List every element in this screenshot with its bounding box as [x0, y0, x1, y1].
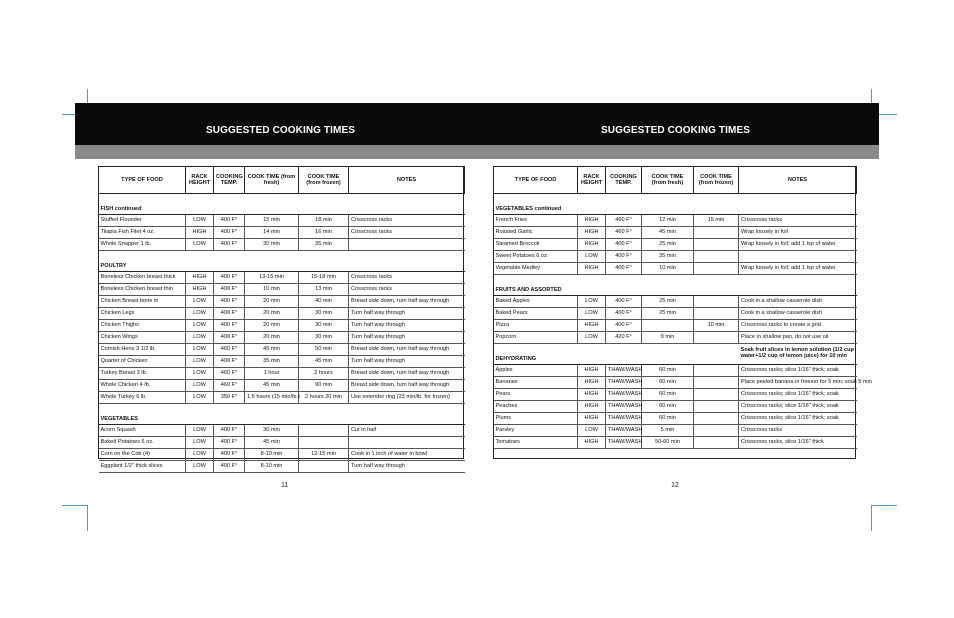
table-row — [99, 296, 465, 308]
food-name: Eggplant 1/2" thick slices — [99, 461, 186, 473]
rack-height: HIGH — [186, 284, 214, 296]
rack-height: HIGH — [578, 377, 606, 389]
cook-time-frozen: 2 hours 20 min — [299, 392, 349, 404]
notes: Turn half way through — [349, 308, 465, 320]
header-band — [75, 103, 879, 145]
cook-time-frozen — [694, 437, 739, 449]
page-title-left: SUGGESTED COOKING TIMES — [206, 125, 355, 136]
cook-time-fresh: 30 min — [245, 239, 299, 251]
cook-time-frozen: 40 min — [299, 296, 349, 308]
table-row — [494, 437, 857, 449]
section-row — [99, 194, 465, 215]
table-row — [494, 401, 857, 413]
cook-time-frozen — [299, 437, 349, 449]
cooking-temp: 400 F° — [606, 239, 642, 251]
cook-time-frozen: 50 min — [299, 344, 349, 356]
cook-time-fresh: 12 min — [642, 215, 694, 227]
section-title: FISH continued — [99, 194, 465, 215]
notes: Turn half way through — [349, 356, 465, 368]
section-row — [99, 251, 465, 272]
cook-time-fresh: 15 min — [245, 215, 299, 227]
rack-height: HIGH — [578, 215, 606, 227]
notes: Cook in a shallow casserole dish — [739, 296, 857, 308]
table-row — [494, 251, 857, 263]
cooking-temp: 400 F° — [606, 263, 642, 275]
food-name: Cornish Hens 3 1/2 lb. — [99, 344, 186, 356]
notes: Cook in 1 inch of water in bowl — [349, 449, 465, 461]
notes: Crisscross racks — [739, 215, 857, 227]
notes: Crisscross racks — [739, 425, 857, 437]
food-name: Baked Apples — [494, 296, 578, 308]
cook-time-frozen: 30 min — [299, 332, 349, 344]
cook-time-frozen: 30 min — [299, 308, 349, 320]
table-row — [494, 425, 857, 437]
notes: Turn half way through — [349, 332, 465, 344]
rack-height: LOW — [578, 308, 606, 320]
notes: Breast side down, turn half way through — [349, 344, 465, 356]
food-name: Boneless Chicken breast thin — [99, 284, 186, 296]
column-header: COOKING TEMP. — [606, 167, 642, 194]
notes: Turn half way through — [349, 320, 465, 332]
cook-time-fresh: 60 min — [642, 401, 694, 413]
column-header: COOKING TEMP. — [214, 167, 245, 194]
rack-height: LOW — [186, 449, 214, 461]
table-row — [494, 332, 857, 344]
food-name: Apples — [494, 365, 578, 377]
notes: Crisscross racks — [349, 284, 465, 296]
cooking-temp: THAW/WASH — [606, 365, 642, 377]
cook-time-frozen — [694, 413, 739, 425]
cook-time-fresh: 20 min — [245, 308, 299, 320]
table-row — [494, 308, 857, 320]
food-name: Parsley — [494, 425, 578, 437]
notes: Breast side down, turn half way through — [349, 380, 465, 392]
notes — [349, 437, 465, 449]
cook-time-fresh: 45 min — [245, 380, 299, 392]
crop-mark — [62, 505, 88, 506]
notes: Crisscross racks — [349, 227, 465, 239]
cook-time-fresh: 50-60 min — [642, 437, 694, 449]
page-number-left: 11 — [281, 482, 289, 489]
cook-time-fresh: 20 min — [245, 320, 299, 332]
rack-height: LOW — [578, 296, 606, 308]
table-row — [99, 215, 465, 227]
food-name: Whole Snapper 1 lb. — [99, 239, 186, 251]
cooking-temp: 400 F° — [214, 356, 245, 368]
cook-time-frozen: 2 hours — [299, 368, 349, 380]
table-row — [99, 437, 465, 449]
table-row — [99, 392, 465, 404]
rack-height: HIGH — [578, 320, 606, 332]
cooking-table-left — [98, 166, 465, 473]
food-name: Whole Turkey 6 lb. — [99, 392, 186, 404]
cooking-temp: 400 F° — [214, 437, 245, 449]
food-name: Turkey Breast 3 lb. — [99, 368, 186, 380]
notes: Crisscross racks — [349, 272, 465, 284]
section-row — [494, 194, 857, 215]
cooking-temp: 400 F° — [214, 296, 245, 308]
food-name: French Fries — [494, 215, 578, 227]
notes: Wrap loosely in foil; add 1 tsp of water — [739, 239, 857, 251]
food-name: Roasted Garlic — [494, 227, 578, 239]
cook-time-fresh: 13-15 min — [245, 272, 299, 284]
cook-time-fresh: 25 min — [642, 308, 694, 320]
cooking-temp: 460 F° — [214, 380, 245, 392]
table-row — [99, 380, 465, 392]
table-row — [99, 284, 465, 296]
table-row — [99, 344, 465, 356]
cooking-temp: 400 F° — [214, 425, 245, 437]
cooking-temp: 460 F° — [214, 368, 245, 380]
notes: Place in shallow pan, do not use oil — [739, 332, 857, 344]
cooking-temp: 400 F° — [214, 461, 245, 473]
cook-time-fresh: 20 min — [245, 332, 299, 344]
table-row — [99, 332, 465, 344]
page-number-right: 12 — [671, 482, 679, 489]
rack-height: LOW — [186, 392, 214, 404]
table-row — [494, 389, 857, 401]
column-header: COOK TIME (from frozen) — [694, 167, 739, 194]
table-row — [494, 377, 857, 389]
cooking-temp: 400 F° — [214, 215, 245, 227]
rack-height: LOW — [186, 344, 214, 356]
cooking-temp: 460 F° — [606, 215, 642, 227]
table-row — [99, 356, 465, 368]
cook-time-fresh: 1 hour — [245, 368, 299, 380]
cook-time-frozen — [694, 296, 739, 308]
table-row — [494, 296, 857, 308]
section-row — [494, 275, 857, 296]
cooking-temp: THAW/WASH — [606, 389, 642, 401]
cook-time-frozen — [694, 401, 739, 413]
section-row — [494, 344, 857, 365]
food-name: Pears — [494, 389, 578, 401]
cooking-temp: THAW/WASH — [606, 437, 642, 449]
table-row — [99, 272, 465, 284]
cook-time-fresh: 10 min — [642, 263, 694, 275]
rack-height: LOW — [186, 296, 214, 308]
cooking-temp: 400 F° — [606, 251, 642, 263]
rack-height: HIGH — [186, 227, 214, 239]
table-row — [494, 239, 857, 251]
cooking-temp: 400 F° — [214, 332, 245, 344]
food-name: Vegetable Medley — [494, 263, 578, 275]
cook-time-frozen — [694, 251, 739, 263]
cook-time-frozen: 90 min — [299, 380, 349, 392]
cook-time-fresh: 20 min — [245, 296, 299, 308]
notes: Wrap loosely in foil; add 1 tsp of water — [739, 263, 857, 275]
cooking-temp: 400 F° — [214, 272, 245, 284]
rack-height: HIGH — [578, 365, 606, 377]
cook-time-fresh: 45 min — [245, 344, 299, 356]
cook-time-fresh: 45 min — [642, 227, 694, 239]
cook-time-fresh: 45 min — [245, 437, 299, 449]
section-title: DEHYDRATING — [494, 344, 739, 365]
rack-height: HIGH — [578, 239, 606, 251]
notes: Cook in a shallow casserole dish — [739, 308, 857, 320]
cooking-table-right — [493, 166, 872, 449]
notes: Crisscross racks; slice 1/16" thick; soak — [739, 413, 857, 425]
section-title: FRUITS AND ASSORTED — [494, 275, 857, 296]
cook-time-fresh: 14 min — [245, 227, 299, 239]
cook-time-fresh: 25 min — [642, 239, 694, 251]
cook-time-frozen: 45 min — [299, 356, 349, 368]
cooking-temp: THAW/WASH — [606, 401, 642, 413]
food-name: Corn on the Cob (4) — [99, 449, 186, 461]
cooking-temp: 460 F° — [606, 227, 642, 239]
food-name: Boneless Chicken breast thick — [99, 272, 186, 284]
rack-height: LOW — [186, 239, 214, 251]
rack-height: HIGH — [578, 389, 606, 401]
table-row — [99, 308, 465, 320]
notes: Place peeled banana in freezer for 5 min; soak 5 min — [739, 377, 857, 389]
cook-time-fresh: 25 min — [642, 296, 694, 308]
food-name: Acorn Squash — [99, 425, 186, 437]
notes: Use extender ring (23 min/lb. for frozen) — [349, 392, 465, 404]
food-name: Chicken Legs — [99, 308, 186, 320]
column-header: NOTES — [739, 167, 857, 194]
food-name: Plums — [494, 413, 578, 425]
cook-time-fresh: 60 min — [642, 413, 694, 425]
table-row — [99, 461, 465, 473]
column-header: NOTES — [349, 167, 465, 194]
cook-time-frozen — [694, 332, 739, 344]
cooking-temp: 400 F° — [214, 284, 245, 296]
cook-time-fresh: 35 min — [642, 251, 694, 263]
table-row — [99, 320, 465, 332]
column-header: RACK HEIGHT — [186, 167, 214, 194]
notes: Breast side down, turn half way through — [349, 296, 465, 308]
food-name: Bananas — [494, 377, 578, 389]
crop-mark — [871, 505, 897, 506]
cooking-temp: 400 F° — [606, 308, 642, 320]
cooking-temp: 400 F° — [214, 308, 245, 320]
cooking-temp: 420 F° — [606, 332, 642, 344]
cooking-temp: 400 F° — [214, 320, 245, 332]
cook-time-frozen: 10 min — [694, 320, 739, 332]
food-name: Tomatoes — [494, 437, 578, 449]
rack-height: HIGH — [186, 272, 214, 284]
rack-height: LOW — [186, 356, 214, 368]
rack-height: LOW — [186, 380, 214, 392]
cook-time-frozen — [694, 308, 739, 320]
cook-time-fresh: 60 min — [642, 377, 694, 389]
cook-time-fresh: 9 min — [642, 332, 694, 344]
cook-time-fresh: 1.5 hours (15 min/lb.) — [245, 392, 299, 404]
cooking-temp: 400 F° — [214, 449, 245, 461]
cook-time-frozen: 13 min — [299, 284, 349, 296]
cook-time-frozen — [694, 365, 739, 377]
table-row — [494, 320, 857, 332]
cook-time-frozen — [299, 461, 349, 473]
food-name: Stuffed Flounder — [99, 215, 186, 227]
column-header: TYPE OF FOOD — [99, 167, 186, 194]
header-gray-strip — [75, 145, 879, 159]
table-row — [494, 227, 857, 239]
food-name: Steamed Broccoli — [494, 239, 578, 251]
cook-time-frozen: 35 min — [299, 239, 349, 251]
crop-mark — [871, 505, 872, 531]
cook-time-fresh: 10 min — [245, 284, 299, 296]
cooking-temp: THAW/WASH — [606, 413, 642, 425]
cook-time-fresh: 35 min — [245, 356, 299, 368]
cook-time-fresh: 5 min — [642, 425, 694, 437]
notes: Turn half way through — [349, 461, 465, 473]
food-name: Peaches — [494, 401, 578, 413]
table-row — [99, 449, 465, 461]
cook-time-frozen — [694, 425, 739, 437]
rack-height: LOW — [186, 368, 214, 380]
rack-height: HIGH — [578, 413, 606, 425]
cooking-temp: THAW/WASH — [606, 425, 642, 437]
column-header: COOK TIME (from frozen) — [299, 167, 349, 194]
cook-time-frozen — [299, 425, 349, 437]
food-name: Baked Pears — [494, 308, 578, 320]
cook-time-frozen: 15 min — [694, 215, 739, 227]
notes — [349, 239, 465, 251]
rack-height: LOW — [578, 251, 606, 263]
column-header: COOK TIME (from fresh) — [245, 167, 299, 194]
notes: Crisscross racks; slice 1/16" thick; soak — [739, 389, 857, 401]
table-row — [494, 413, 857, 425]
column-header: RACK HEIGHT — [578, 167, 606, 194]
cooking-temp: THAW/WASH — [606, 377, 642, 389]
table-row — [494, 263, 857, 275]
section-title: VEGETABLES continued — [494, 194, 857, 215]
food-name: Popcorn — [494, 332, 578, 344]
food-name: Quarter of Chicken — [99, 356, 186, 368]
cook-time-frozen — [694, 389, 739, 401]
cook-time-frozen: 15-18 min — [299, 272, 349, 284]
rack-height: HIGH — [578, 227, 606, 239]
rack-height: LOW — [578, 332, 606, 344]
cook-time-frozen: 16 min — [299, 227, 349, 239]
rack-height: HIGH — [578, 401, 606, 413]
table-row — [99, 368, 465, 380]
crop-mark — [87, 505, 88, 531]
rack-height: LOW — [186, 308, 214, 320]
cook-time-frozen: 18 min — [299, 215, 349, 227]
food-name: Tilapia Fish Filet 4 oz. — [99, 227, 186, 239]
page-title-right: SUGGESTED COOKING TIMES — [601, 125, 750, 136]
section-title: VEGETABLES — [99, 404, 465, 425]
cook-time-fresh: 30 min — [245, 425, 299, 437]
table-row — [99, 227, 465, 239]
rack-height: LOW — [578, 425, 606, 437]
cook-time-frozen — [694, 227, 739, 239]
cooking-temp: 400 F° — [214, 239, 245, 251]
section-title: POULTRY — [99, 251, 465, 272]
cook-time-frozen — [694, 377, 739, 389]
table-row — [99, 425, 465, 437]
food-name: Chicken Wings — [99, 332, 186, 344]
cooking-temp: 350 F° — [214, 392, 245, 404]
food-name: Baked Potatoes 6 oz. — [99, 437, 186, 449]
rack-height: LOW — [186, 437, 214, 449]
column-header: COOK TIME (from fresh) — [642, 167, 694, 194]
section-note: Soak fruit slices in lemon solution (1/2 cup water+1/2 cup of lemon juice) for 10 min — [739, 344, 857, 365]
cooking-temp: 400 F° — [606, 320, 642, 332]
rack-height: LOW — [186, 461, 214, 473]
rack-height: LOW — [186, 320, 214, 332]
cook-time-fresh: 8-10 min — [245, 461, 299, 473]
notes: Cut in half — [349, 425, 465, 437]
cook-time-fresh: 60 min — [642, 365, 694, 377]
cooking-temp: 400 F° — [606, 296, 642, 308]
food-name: Whole Chicken 4 lb. — [99, 380, 186, 392]
cooking-temp: 400 F° — [214, 227, 245, 239]
rack-height: HIGH — [578, 437, 606, 449]
food-name: Chicken Breast bone in — [99, 296, 186, 308]
notes: Crisscross racks to create a grid — [739, 320, 857, 332]
column-header: TYPE OF FOOD — [494, 167, 578, 194]
cook-time-fresh — [642, 320, 694, 332]
notes: Crisscross racks; slice 1/16" thick; soak — [739, 401, 857, 413]
rack-height: HIGH — [578, 263, 606, 275]
food-name: Sweet Potatoes 6 oz. — [494, 251, 578, 263]
table-row — [99, 239, 465, 251]
notes: Crisscross racks — [349, 215, 465, 227]
notes: Crisscross racks, slice 1/16" thick — [739, 437, 857, 449]
cook-time-frozen — [694, 263, 739, 275]
notes: Wrap loosely in foil — [739, 227, 857, 239]
food-name: Pizza — [494, 320, 578, 332]
cook-time-frozen: 30 min — [299, 320, 349, 332]
table-row — [494, 365, 857, 377]
section-row — [99, 404, 465, 425]
cook-time-fresh: 8-10 min — [245, 449, 299, 461]
rack-height: LOW — [186, 425, 214, 437]
cooking-temp: 460 F° — [214, 344, 245, 356]
notes — [739, 251, 857, 263]
notes: Breast side down, turn half way through — [349, 368, 465, 380]
cook-time-frozen — [694, 239, 739, 251]
cook-time-frozen: 12-15 min — [299, 449, 349, 461]
food-name: Chicken Thighs — [99, 320, 186, 332]
rack-height: LOW — [186, 215, 214, 227]
rack-height: LOW — [186, 332, 214, 344]
table-row — [494, 215, 857, 227]
cook-time-fresh: 60 min — [642, 389, 694, 401]
notes: Crisscross racks; slice 1/16" thick; soak — [739, 365, 857, 377]
